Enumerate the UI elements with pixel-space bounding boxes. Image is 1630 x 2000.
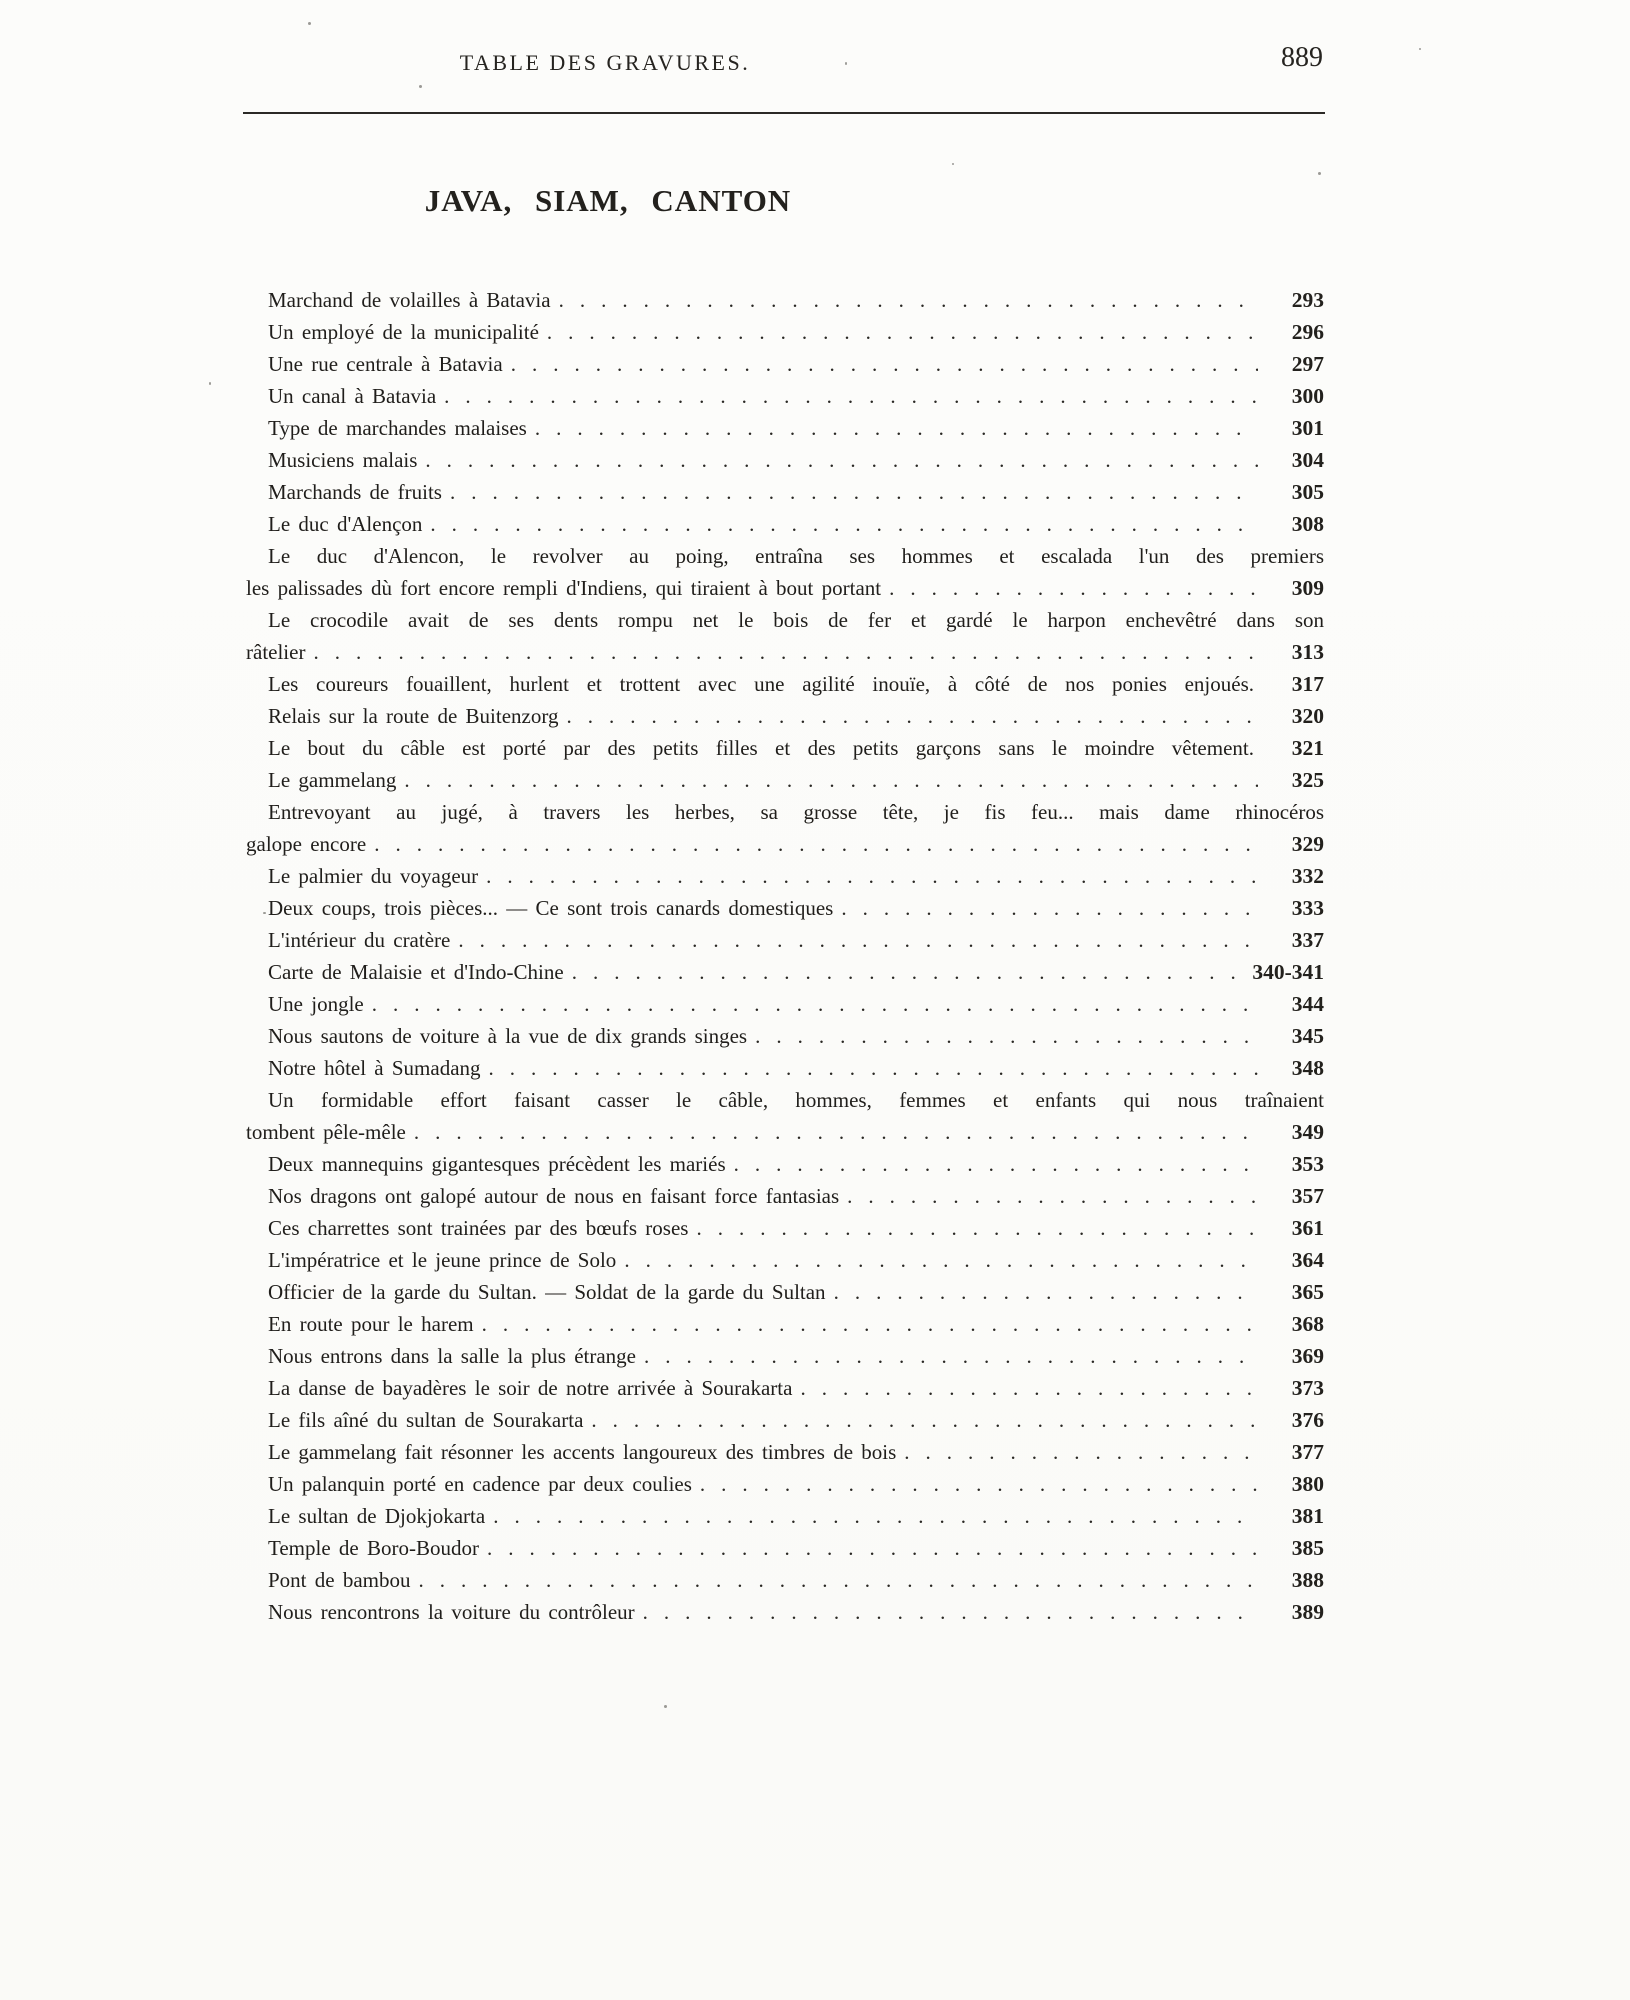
toc-entry-line bbox=[246, 956, 1324, 988]
header-divider-rule bbox=[243, 112, 1325, 114]
dot-leader bbox=[450, 476, 1258, 508]
entry-page-number: 385 bbox=[1291, 1536, 1324, 1560]
entry-page-number: 349 bbox=[1291, 1120, 1324, 1144]
entry-page-number: 309 bbox=[1291, 576, 1324, 600]
toc-entry-line bbox=[246, 860, 1324, 892]
entry-title: tombent pêle-mêle bbox=[246, 1120, 406, 1144]
dot-leader bbox=[444, 380, 1258, 412]
entry-title: Une rue centrale à Batavia bbox=[268, 352, 503, 376]
toc-entry-line bbox=[246, 412, 1324, 444]
dot-leader bbox=[696, 1212, 1258, 1244]
toc-entry-line bbox=[246, 1532, 1324, 1564]
entry-title: Deux coups, trois pièces... — Ce sont trois canards domestiques bbox=[268, 896, 834, 920]
scan-speck bbox=[263, 912, 266, 914]
toc-entry-line bbox=[246, 1020, 1324, 1052]
toc-entry-line bbox=[246, 1212, 1324, 1244]
toc-entry-line bbox=[246, 1052, 1324, 1084]
dot-leader bbox=[572, 956, 1243, 988]
entry-title: En route pour le harem bbox=[268, 1312, 474, 1336]
entry-page-number: 304 bbox=[1291, 448, 1324, 472]
toc-entry-line bbox=[246, 284, 1324, 316]
entry-page-number: 297 bbox=[1291, 352, 1324, 376]
entry-title: Un canal à Batavia bbox=[268, 384, 437, 408]
toc-entry-line bbox=[246, 892, 1324, 924]
scan-speck bbox=[209, 382, 211, 385]
entry-page-number: 317 bbox=[1291, 672, 1324, 696]
entry-page-number: 376 bbox=[1291, 1408, 1324, 1432]
toc-entry-line bbox=[246, 380, 1324, 412]
entry-title: Pont de bambou bbox=[268, 1568, 411, 1592]
entry-title: Une jongle bbox=[268, 992, 364, 1016]
entry-title: L'intérieur du cratère bbox=[268, 928, 451, 952]
toc-entry-line bbox=[246, 1244, 1324, 1276]
entry-title: Officier de la garde du Sultan. — Soldat de la garde du Sultan bbox=[268, 1280, 826, 1304]
scan-speck bbox=[845, 62, 847, 65]
toc-entry-line bbox=[246, 1084, 1324, 1116]
dot-leader bbox=[644, 1340, 1258, 1372]
entry-title: Les coureurs fouaillent, hurlent et trottent avec une agilité inouïe, à côté de nos ponies enjoués. bbox=[268, 672, 1254, 696]
entry-page-number: 389 bbox=[1291, 1600, 1324, 1624]
entry-page-number: 364 bbox=[1291, 1248, 1324, 1272]
entry-page-number: 332 bbox=[1291, 864, 1324, 888]
toc-entry-line bbox=[246, 476, 1324, 508]
entry-title: Le gammelang fait résonner les accents langoureux des timbres de bois bbox=[268, 1440, 897, 1464]
dot-leader bbox=[559, 284, 1258, 316]
toc-entry-line bbox=[246, 668, 1324, 700]
entry-title: Nous sautons de voiture à la vue de dix grands singes bbox=[268, 1024, 748, 1048]
entry-title: Marchands de fruits bbox=[268, 480, 442, 504]
entry-title: Un palanquin porté en cadence par deux coulies bbox=[268, 1472, 692, 1496]
entry-title: Nous rencontrons la voiture du contrôleur bbox=[268, 1600, 635, 1624]
entry-title: Le crocodile avait de ses dents rompu net le bois de fer et gardé le harpon enchevêtré dans son bbox=[268, 608, 1324, 632]
dot-leader bbox=[755, 1020, 1258, 1052]
section-title: JAVA, SIAM, CANTON bbox=[424, 183, 792, 218]
entry-title: Carte de Malaisie et d'Indo-Chine bbox=[268, 960, 564, 984]
dot-leader bbox=[624, 1244, 1258, 1276]
entry-page-number: 296 bbox=[1291, 320, 1324, 344]
dot-leader bbox=[734, 1148, 1258, 1180]
dot-leader bbox=[486, 860, 1258, 892]
toc-entry-line bbox=[246, 828, 1324, 860]
entry-page-number: 293 bbox=[1291, 288, 1324, 312]
toc-entry-line bbox=[246, 796, 1324, 828]
entry-page-number: 345 bbox=[1291, 1024, 1324, 1048]
entry-page-number: 361 bbox=[1291, 1216, 1324, 1240]
dot-leader bbox=[489, 1052, 1258, 1084]
toc-entry-line bbox=[246, 1436, 1324, 1468]
entry-title: Le palmier du voyageur bbox=[268, 864, 479, 888]
dot-leader bbox=[547, 316, 1258, 348]
entry-title: Un employé de la municipalité bbox=[268, 320, 539, 344]
entry-title: Le duc d'Alençon bbox=[268, 512, 423, 536]
entry-page-number: 388 bbox=[1291, 1568, 1324, 1592]
toc-entry-line bbox=[246, 540, 1324, 572]
entry-page-number: 357 bbox=[1291, 1184, 1324, 1208]
toc-entry-line bbox=[246, 572, 1324, 604]
scan-speck bbox=[308, 22, 311, 25]
entry-title: Musiciens malais bbox=[268, 448, 418, 472]
folio-page-number: 889 bbox=[1281, 42, 1323, 73]
entry-page-number: 344 bbox=[1291, 992, 1324, 1016]
entry-title: Notre hôtel à Sumadang bbox=[268, 1056, 481, 1080]
dot-leader bbox=[511, 348, 1258, 380]
entry-page-number: 377 bbox=[1291, 1440, 1324, 1464]
dot-leader bbox=[374, 828, 1258, 860]
dot-leader bbox=[800, 1372, 1258, 1404]
entry-page-number: 340-341 bbox=[1252, 960, 1324, 984]
entry-page-number: 337 bbox=[1291, 928, 1324, 952]
entry-title: galope encore bbox=[246, 832, 367, 856]
entry-page-number: 308 bbox=[1291, 512, 1324, 536]
entry-page-number: 368 bbox=[1291, 1312, 1324, 1336]
entry-title: Le sultan de Djokjokarta bbox=[268, 1504, 486, 1528]
scan-speck bbox=[419, 85, 422, 88]
dot-leader bbox=[889, 572, 1258, 604]
running-head: TABLE DES GRAVURES. bbox=[459, 50, 751, 75]
entry-title: La danse de bayadères le soir de notre arrivée à Sourakarta bbox=[268, 1376, 793, 1400]
toc-entry-line bbox=[246, 1308, 1324, 1340]
dot-leader bbox=[643, 1596, 1258, 1628]
dot-leader bbox=[700, 1468, 1258, 1500]
dot-leader bbox=[414, 1116, 1258, 1148]
entry-page-number: 381 bbox=[1291, 1504, 1324, 1528]
entry-title: les palissades dù fort encore rempli d'Indiens, qui tiraient à bout portant bbox=[246, 576, 882, 600]
dot-leader bbox=[847, 1180, 1258, 1212]
entry-page-number: 333 bbox=[1291, 896, 1324, 920]
entry-title: Un formidable effort faisant casser le câble, hommes, femmes et enfants qui nous traînaient bbox=[268, 1088, 1324, 1112]
dot-leader bbox=[841, 892, 1258, 924]
toc-entry-line bbox=[246, 700, 1324, 732]
toc-entry-line bbox=[246, 1148, 1324, 1180]
entry-title: Le gammelang bbox=[268, 768, 397, 792]
entry-page-number: 348 bbox=[1291, 1056, 1324, 1080]
toc-entry-line bbox=[246, 1180, 1324, 1212]
toc-entry-line bbox=[246, 1468, 1324, 1500]
entry-title: L'impératrice et le jeune prince de Solo bbox=[268, 1248, 617, 1272]
entry-title: Temple de Boro-Boudor bbox=[268, 1536, 479, 1560]
entry-page-number: 300 bbox=[1291, 384, 1324, 408]
entry-title: Ces charrettes sont trainées par des bœufs roses bbox=[268, 1216, 689, 1240]
entry-page-number: 329 bbox=[1291, 832, 1324, 856]
entry-page-number: 305 bbox=[1291, 480, 1324, 504]
entry-title: Nous entrons dans la salle la plus étrange bbox=[268, 1344, 636, 1368]
entry-title: Le duc d'Alencon, le revolver au poing, entraîna ses hommes et escalada l'un des premiers bbox=[268, 544, 1324, 568]
dot-leader bbox=[425, 444, 1258, 476]
toc-entry-line bbox=[246, 604, 1324, 636]
dot-leader bbox=[591, 1404, 1258, 1436]
toc-entry-line bbox=[246, 1564, 1324, 1596]
toc-entry-line bbox=[246, 988, 1324, 1020]
dot-leader bbox=[458, 924, 1258, 956]
toc-entry-line bbox=[246, 1116, 1324, 1148]
entry-page-number: 369 bbox=[1291, 1344, 1324, 1368]
dot-leader bbox=[535, 412, 1258, 444]
dot-leader bbox=[313, 636, 1258, 668]
dot-leader bbox=[487, 1532, 1258, 1564]
entry-page-number: 313 bbox=[1291, 640, 1324, 664]
toc-entry-line bbox=[246, 444, 1324, 476]
toc-entry-line bbox=[246, 1276, 1324, 1308]
entry-page-number: 301 bbox=[1291, 416, 1324, 440]
toc-entry-line bbox=[246, 924, 1324, 956]
dot-leader bbox=[482, 1308, 1258, 1340]
entry-title: Nos dragons ont galopé autour de nous en faisant force fantasias bbox=[268, 1184, 840, 1208]
entry-page-number: 365 bbox=[1291, 1280, 1324, 1304]
dot-leader bbox=[372, 988, 1258, 1020]
entry-page-number: 321 bbox=[1291, 736, 1324, 760]
entry-title: Marchand de volailles à Batavia bbox=[268, 288, 551, 312]
toc-entry-line bbox=[246, 316, 1324, 348]
entry-title: râtelier bbox=[246, 640, 306, 664]
toc-entry-line bbox=[246, 348, 1324, 380]
dot-leader bbox=[430, 508, 1258, 540]
entry-title: Deux mannequins gigantesques précèdent les mariés bbox=[268, 1152, 726, 1176]
entry-page-number: 353 bbox=[1291, 1152, 1324, 1176]
toc-entry-line bbox=[246, 1340, 1324, 1372]
entry-page-number: 325 bbox=[1291, 768, 1324, 792]
entry-title: Le bout du câble est porté par des petits filles et des petits garçons sans le moindre vêtement. bbox=[268, 736, 1254, 760]
entry-title: Relais sur la route de Buitenzorg bbox=[268, 704, 559, 728]
table-of-engravings-list bbox=[246, 284, 1324, 1628]
toc-entry-line bbox=[246, 1372, 1324, 1404]
toc-entry-line bbox=[246, 764, 1324, 796]
entry-title: Entrevoyant au jugé, à travers les herbes, sa grosse tête, je fis feu... mais dame rhinocéros bbox=[268, 800, 1324, 824]
scan-speck bbox=[664, 1705, 667, 1708]
toc-entry-line bbox=[246, 1500, 1324, 1532]
scan-speck bbox=[1419, 48, 1421, 50]
entry-page-number: 380 bbox=[1291, 1472, 1324, 1496]
toc-entry-line bbox=[246, 732, 1324, 764]
dot-leader bbox=[419, 1564, 1259, 1596]
scan-speck bbox=[952, 163, 954, 165]
dot-leader bbox=[904, 1436, 1258, 1468]
toc-entry-line bbox=[246, 1596, 1324, 1628]
dot-leader bbox=[493, 1500, 1258, 1532]
toc-entry-line bbox=[246, 1404, 1324, 1436]
dot-leader bbox=[404, 764, 1258, 796]
entry-title: Type de marchandes malaises bbox=[268, 416, 527, 440]
entry-title: Le fils aîné du sultan de Sourakarta bbox=[268, 1408, 584, 1432]
toc-entry-line bbox=[246, 636, 1324, 668]
dot-leader bbox=[834, 1276, 1258, 1308]
entry-page-number: 373 bbox=[1291, 1376, 1324, 1400]
entry-page-number: 320 bbox=[1291, 704, 1324, 728]
toc-entry-line bbox=[246, 508, 1324, 540]
dot-leader bbox=[566, 700, 1258, 732]
scan-speck bbox=[1318, 172, 1321, 175]
